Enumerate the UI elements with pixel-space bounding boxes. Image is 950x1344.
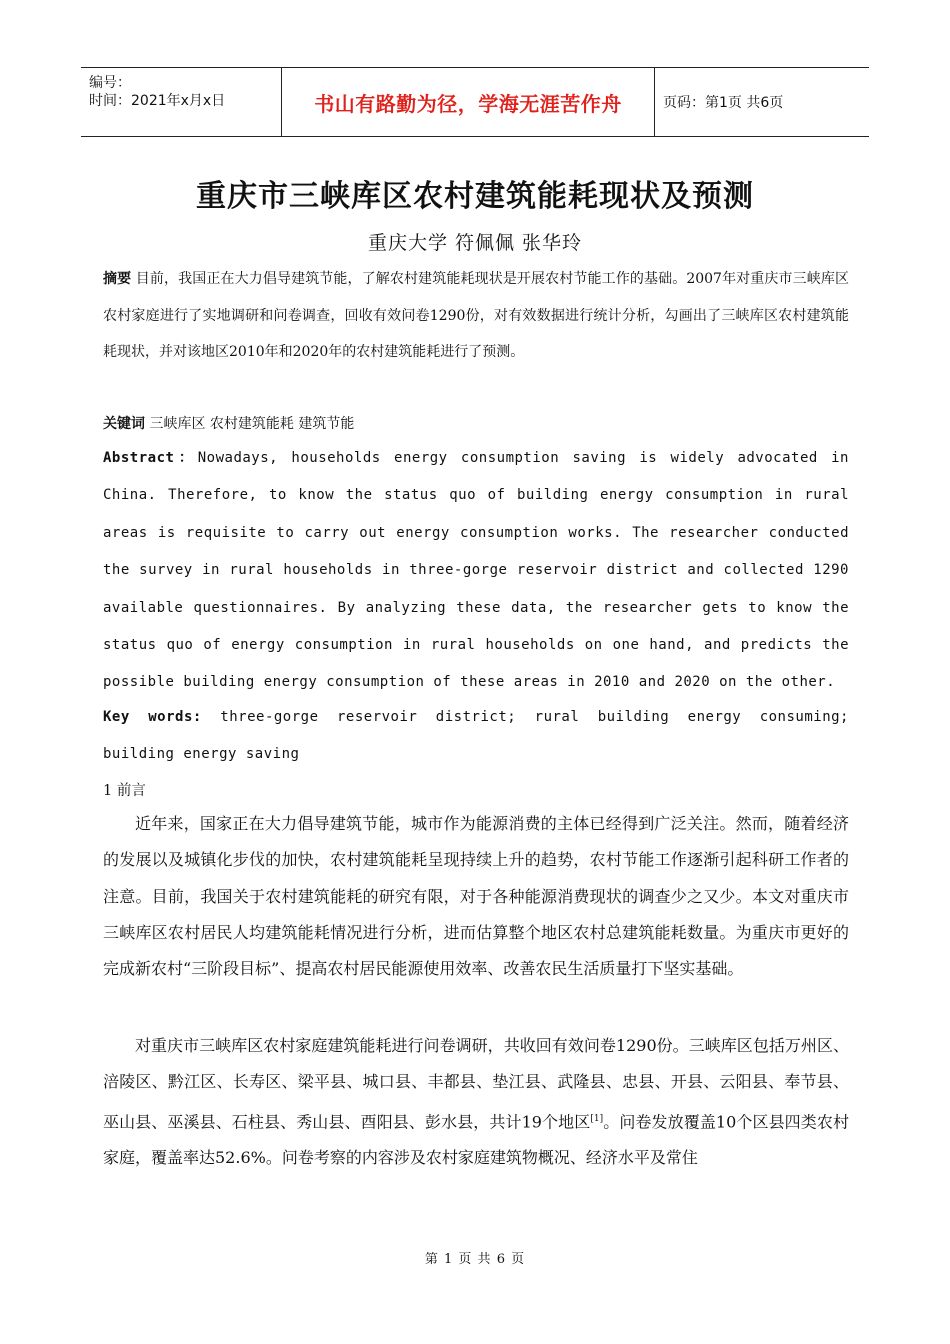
citation-ref: [1] xyxy=(590,1113,604,1124)
header-motto-cell xyxy=(281,68,655,136)
header-table xyxy=(81,67,869,137)
keywords-en-text: three-gorge reservoir district; rural building energy consuming; building energy saving xyxy=(103,709,849,763)
keywords-en-label: Key words: xyxy=(103,709,202,725)
keywords-cn-text: 三峡库区 农村建筑能耗 建筑节能 xyxy=(145,416,355,432)
page-info: 页码：第1页 共6页 xyxy=(663,95,784,111)
paper-authors: 重庆大学 符佩佩 张华玲 xyxy=(367,232,583,254)
time-label: 时间：2021年x月x日 xyxy=(89,93,226,109)
keywords-cn-label: 关键词 xyxy=(103,416,145,432)
abstract-cn xyxy=(103,261,849,371)
paragraph-2-text: 对重庆市三峡库区农村家庭建筑能耗进行问卷调研，共收回有效问卷1290份。三峡库区包括万州区、涪陵区、黔江区、长寿区、梁平县、城口县、丰都县、垫江县、武隆县、忠县、开县、云阳县、奉节县、巫山县、巫溪县、石柱县、秀山县、酉阳县、彭水县，共计19个地区 xyxy=(103,1036,849,1131)
paragraph-2-cont: 。问卷发放覆盖10个区县四类农村家庭，覆盖率达52.6%。问卷考察的内容涉及农村家庭建筑物概况、经济水平及常住 xyxy=(103,1111,849,1168)
paragraph-2 xyxy=(103,1028,849,1177)
keywords-en xyxy=(103,699,849,774)
header-meta-cell xyxy=(81,68,281,136)
abstract-cn-label: 摘要 xyxy=(103,271,132,287)
motto-text: 书山有路勤为径，学海无涯苦作舟 xyxy=(314,91,622,116)
abstract-cn-text: 目前，我国正在大力倡导建筑节能，了解农村建筑能耗现状是开展农村节能工作的基础。2007年对重庆市三峡库区农村家庭进行了实地调研和问卷调查，回收有效问卷1290份，对有效数据进行统计分析，勾画出了三峡库区农村建筑能耗现状，并对该地区2010年和2020年的农村建筑能耗进行了预测。 xyxy=(103,271,850,360)
number-label: 编号： xyxy=(89,75,131,91)
paragraph-1: 近年来，国家正在大力倡导建筑节能，城市作为能源消费的主体已经得到广泛关注。然而，随着经济的发展以及城镇化步伐的加快，农村建筑能耗呈现持续上升的趋势，农村节能工作逐渐引起科研工作者的注意。目前，我国关于农村建筑能耗的研究有限，对于各种能源消费现状的调查少之又少。本文对重庆市三峡库区农村居民人均建筑能耗情况进行分析，进而估算整个地区农村总建筑能耗数量。为重庆市更好的完成新农村“三阶段目标”、提高农村居民能源使用效率、改善农民生活质量打下坚实基础。 xyxy=(103,814,849,979)
paper-title: 重庆市三峡库区农村建筑能耗现状及预测 xyxy=(196,179,754,214)
page-footer: 第 1 页 共 6 页 xyxy=(424,1252,526,1267)
section-heading: 1 前言 xyxy=(103,783,146,799)
abstract-en-label: Abstract： xyxy=(103,450,198,466)
abstract-en-text: Nowadays, households energy consumption saving is widely advocated in China. Therefore, to know the status quo of building energy consumption in rural areas is requisite to carry out energy consumption works. The researcher conducted the survey in rural households in three-gorge reservoir district and collected 1290 available questionnaires. By analyzing these data, the researcher gets to know the status quo of energy consumption in rural households on one hand, and predicts the possible building energy consumption of these areas in 2010 and 2020 on the other. xyxy=(103,450,849,691)
keywords-cn xyxy=(103,406,849,443)
abstract-en xyxy=(103,440,849,702)
